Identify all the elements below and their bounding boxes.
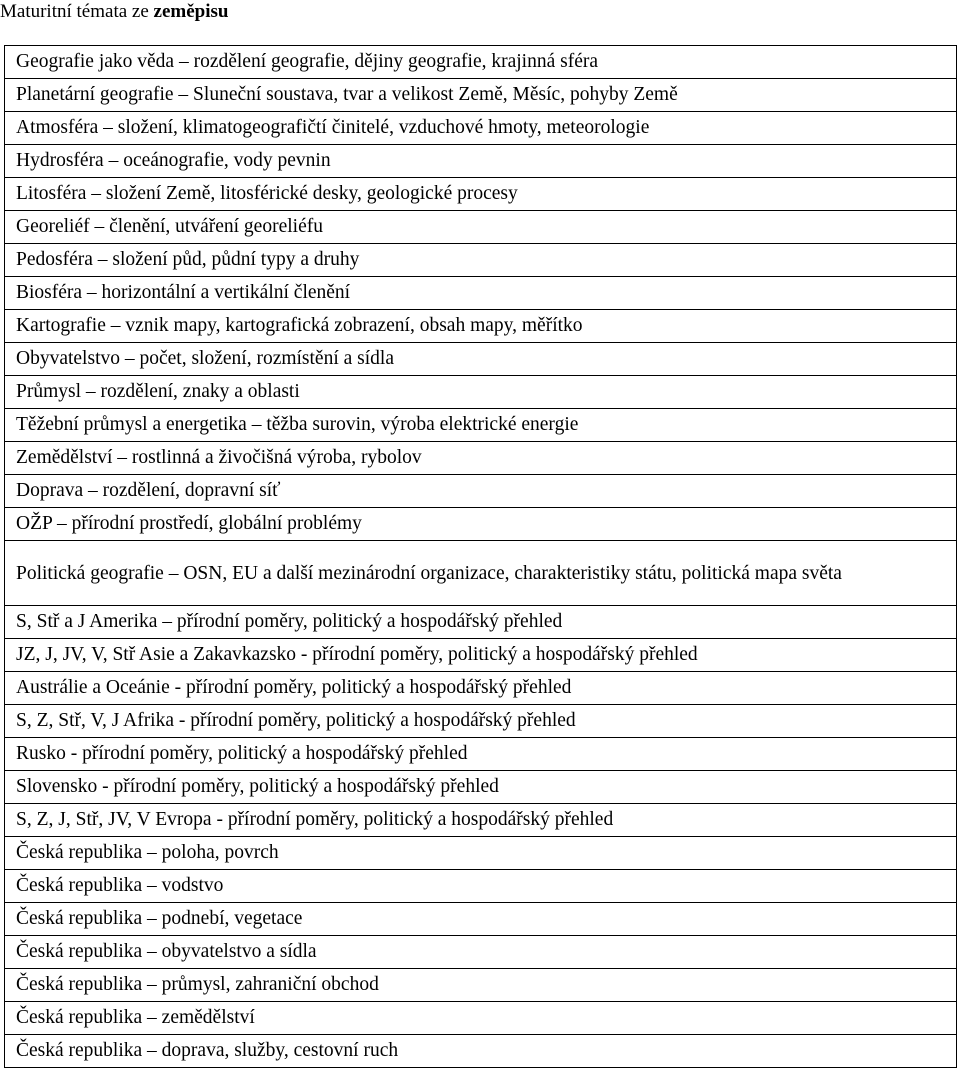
topic-cell: Česká republika – vodstvo [5,870,957,903]
table-row [5,508,957,541]
topic-cell: Politická geografie – OSN, EU a další mezinárodní organizace, charakteristiky státu, politická mapa světa [5,541,957,606]
topic-cell: S, Stř a J Amerika – přírodní poměry, politický a hospodářský přehled [5,606,957,639]
topic-cell: Česká republika – doprava, služby, cestovní ruch [5,1035,957,1068]
table-row [5,541,957,606]
topic-cell: Austrálie a Oceánie - přírodní poměry, politický a hospodářský přehled [5,672,957,705]
topic-cell: Těžební průmysl a energetika – těžba surovin, výroba elektrické energie [5,409,957,442]
table-row [5,178,957,211]
topic-cell: Litosféra – složení Země, litosférické desky, geologické procesy [5,178,957,211]
topic-cell: Georeliéf – členění, utváření georeliéfu [5,211,957,244]
topics-table [4,45,957,1068]
topic-cell: Rusko - přírodní poměry, politický a hospodářský přehled [5,738,957,771]
table-row [5,475,957,508]
topic-cell: Hydrosféra – oceánografie, vody pevnin [5,145,957,178]
table-row [5,804,957,837]
topic-cell: Biosféra – horizontální a vertikální členění [5,277,957,310]
topic-cell: Česká republika – poloha, povrch [5,837,957,870]
topic-cell: Geografie jako věda – rozdělení geografie, dějiny geografie, krajinná sféra [5,46,957,79]
topic-cell: Obyvatelstvo – počet, složení, rozmístění a sídla [5,343,957,376]
topic-cell: Zemědělství – rostlinná a živočišná výroba, rybolov [5,442,957,475]
table-row [5,870,957,903]
topic-cell: JZ, J, JV, V, Stř Asie a Zakavkazsko - přírodní poměry, politický a hospodářský přehled [5,639,957,672]
table-row [5,211,957,244]
table-row [5,969,957,1002]
table-row [5,1035,957,1068]
table-row [5,112,957,145]
page-title-subject: zeměpisu [153,1,229,22]
topic-cell: Průmysl – rozdělení, znaky a oblasti [5,376,957,409]
table-row [5,79,957,112]
topic-cell: S, Z, J, Stř, JV, V Evropa - přírodní poměry, politický a hospodářský přehled [5,804,957,837]
table-row [5,244,957,277]
topic-cell: Česká republika – průmysl, zahraniční obchod [5,969,957,1002]
table-row [5,310,957,343]
table-row [5,277,957,310]
page-title-prefix: Maturitní témata ze [0,1,154,22]
topic-cell: Atmosféra – složení, klimatogeografičtí činitelé, vzduchové hmoty, meteorologie [5,112,957,145]
topic-cell: Pedosféra – složení půd, půdní typy a druhy [5,244,957,277]
table-row [5,606,957,639]
topic-cell: Česká republika – podnebí, vegetace [5,903,957,936]
table-row [5,705,957,738]
table-row [5,409,957,442]
topic-cell: Planetární geografie – Sluneční soustava, tvar a velikost Země, Měsíc, pohyby Země [5,79,957,112]
table-row [5,46,957,79]
table-row [5,1002,957,1035]
topic-cell: OŽP – přírodní prostředí, globální problémy [5,508,957,541]
topic-cell: Česká republika – obyvatelstvo a sídla [5,936,957,969]
topic-cell: S, Z, Stř, V, J Afrika - přírodní poměry, politický a hospodářský přehled [5,705,957,738]
table-row [5,639,957,672]
table-row [5,145,957,178]
table-row [5,442,957,475]
topic-cell: Česká republika – zemědělství [5,1002,957,1035]
table-row [5,672,957,705]
table-row [5,903,957,936]
page-title [0,0,228,24]
topic-cell: Kartografie – vznik mapy, kartografická zobrazení, obsah mapy, měřítko [5,310,957,343]
topic-cell: Slovensko - přírodní poměry, politický a hospodářský přehled [5,771,957,804]
topic-cell: Doprava – rozdělení, dopravní síť [5,475,957,508]
table-row [5,837,957,870]
table-row [5,343,957,376]
table-row [5,771,957,804]
table-row [5,738,957,771]
table-row [5,936,957,969]
table-row [5,376,957,409]
